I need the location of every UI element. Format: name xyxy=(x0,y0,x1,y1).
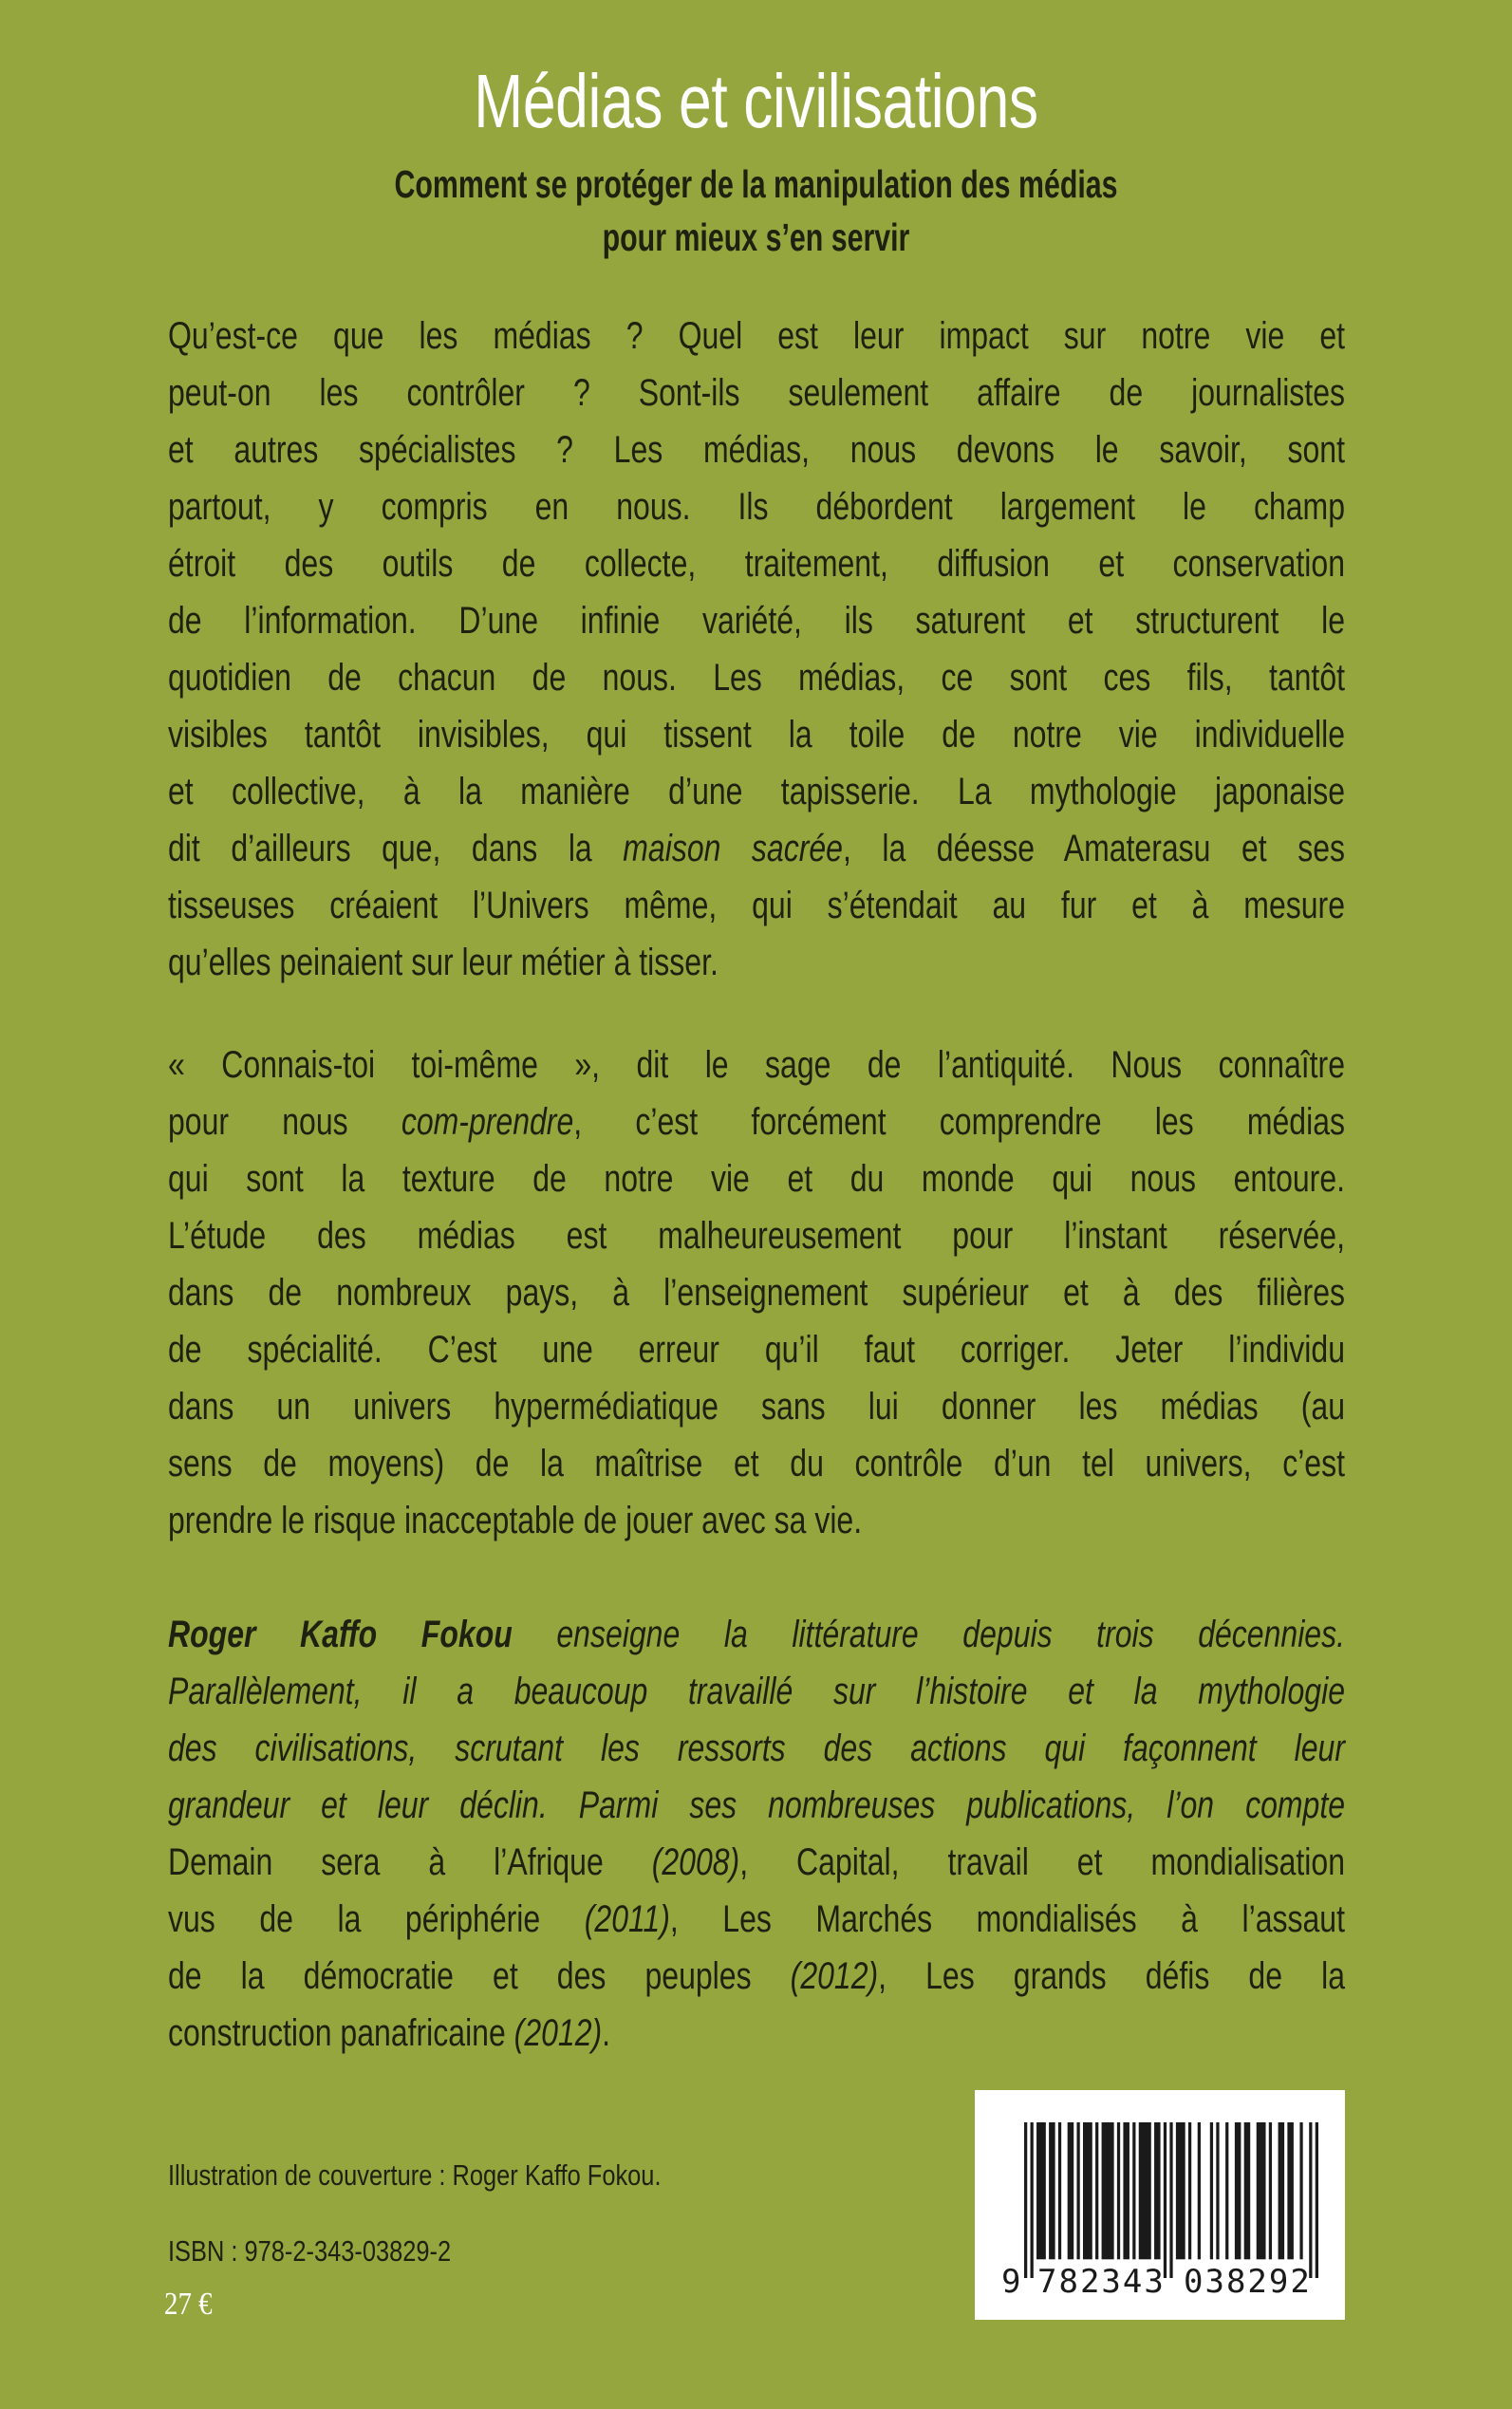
text-line: pour nous com-prendre, c’est forcément comprendre les médias xyxy=(168,1101,1346,1143)
text-line: tisseuses créaient l’Univers même, qui s’étendait au fur et à mesure xyxy=(168,885,1345,926)
text-line: de spécialité. C’est une erreur qu’il faut corriger. Jeter l’individu xyxy=(168,1329,1345,1371)
illustration-credit: Illustration de couverture : Roger Kaffo Fokou. xyxy=(168,2158,662,2192)
price-label: 27 € xyxy=(164,2287,213,2322)
italic-phrase: com-prendre xyxy=(401,1101,574,1143)
book-title-ref: construction panafricaine xyxy=(168,2012,514,2054)
author-bio xyxy=(168,1606,1345,2062)
blurb-paragraph-1 xyxy=(168,308,1345,991)
barcode-right-group: 038292 xyxy=(1184,2263,1312,2301)
book-title-ref: vus de la périphérie xyxy=(168,1898,585,1940)
book-title-ref: Demain sera à l’Afrique xyxy=(168,1841,652,1883)
text-line: peut-on les contrôler ? Sont-ils seulement affaire de journalistes xyxy=(168,372,1345,414)
author-name: Roger Kaffo Fokou xyxy=(168,1614,513,1655)
text-line: Demain sera à l’Afrique (2008), Capital, travail et mondialisation xyxy=(168,1841,1345,1883)
text-line: étroit des outils de collecte, traitement, diffusion et conservation xyxy=(168,543,1345,585)
text-line: grandeur et leur déclin. Parmi ses nombreuses publications, l’on compte xyxy=(168,1784,1345,1826)
subtitle-line-1: Comment se protéger de la manipulation des médias xyxy=(394,162,1118,206)
italic-phrase: maison sacrée xyxy=(623,828,843,869)
text-line: quotidien de chacun de nous. Les médias, ce sont ces fils, tantôt xyxy=(168,657,1345,699)
text-line: de la démocratie et des peuples (2012), Les grands défis de la xyxy=(168,1955,1345,1997)
text-line: qui sont la texture de notre vie et du monde qui nous entoure. xyxy=(168,1158,1345,1200)
book-title-ref: de la démocratie et des peuples xyxy=(168,1955,791,1997)
book-subtitle xyxy=(196,158,1316,264)
text-line: dans un univers hypermédiatique sans lui donner les médias (au xyxy=(168,1386,1345,1428)
isbn-text: ISBN : 978-2-343-03829-2 xyxy=(168,2234,452,2268)
barcode-left-group: 782343 xyxy=(1037,2263,1166,2301)
text-line: de l’information. D’une infinie variété, ils saturent et structurent le xyxy=(168,600,1345,642)
isbn-barcode xyxy=(975,2090,1345,2320)
text-line: Qu’est-ce que les médias ? Quel est leur impact sur notre vie et xyxy=(168,315,1345,357)
book-year: (2012) xyxy=(513,2012,603,2054)
barcode-bars-icon xyxy=(1024,2122,1318,2278)
text-line: dit d’ailleurs que, dans la maison sacrée, la déesse Amaterasu et ses xyxy=(168,828,1345,869)
text-line: vus de la périphérie (2011), Les Marchés mondialisés à l’assaut xyxy=(168,1898,1345,1940)
book-year: (2011) xyxy=(584,1898,670,1940)
text-line: prendre le risque inacceptable de jouer avec sa vie. xyxy=(168,1500,863,1541)
text-line: partout, y compris en nous. Ils débordent largement le champ xyxy=(168,486,1345,528)
text-line: des civilisations, scrutant les ressorts des actions qui façonnent leur xyxy=(168,1727,1345,1769)
book-title: Médias et civilisations xyxy=(474,59,1038,143)
text-line: et collective, à la manière d’une tapisserie. La mythologie japonaise xyxy=(168,771,1345,812)
book-year: (2012) xyxy=(790,1955,879,1997)
text-line: dans de nombreux pays, à l’enseignement supérieur et à des filières xyxy=(168,1272,1345,1314)
text-line: Parallèlement, il a beaucoup travaillé sur l’histoire et la mythologie xyxy=(168,1671,1345,1712)
barcode-first-digit: 9 xyxy=(1001,2263,1023,2301)
text-line: visibles tantôt invisibles, qui tissent la toile de notre vie individuelle xyxy=(168,714,1345,756)
text-line: sens de moyens) de la maîtrise et du contrôle d’un tel univers, c’est xyxy=(168,1443,1345,1485)
text-line: « Connais-toi toi-même », dit le sage de l’antiquité. Nous connaître xyxy=(168,1044,1345,1086)
subtitle-line-2: pour mieux s’en servir xyxy=(602,215,910,259)
text-line: Roger Kaffo Fokou enseigne la littérature depuis trois décennies. xyxy=(168,1614,1345,1655)
book-year: (2008) xyxy=(651,1841,740,1883)
blurb-paragraph-2 xyxy=(168,1036,1345,1549)
text-line: qu’elles peinaient sur leur métier à tisser. xyxy=(168,942,719,983)
text-line: et autres spécialistes ? Les médias, nous devons le savoir, sont xyxy=(168,429,1345,471)
text-line: construction panafricaine (2012). xyxy=(168,2012,611,2054)
text-line: L’étude des médias est malheureusement pour l’instant réservée, xyxy=(168,1215,1345,1257)
